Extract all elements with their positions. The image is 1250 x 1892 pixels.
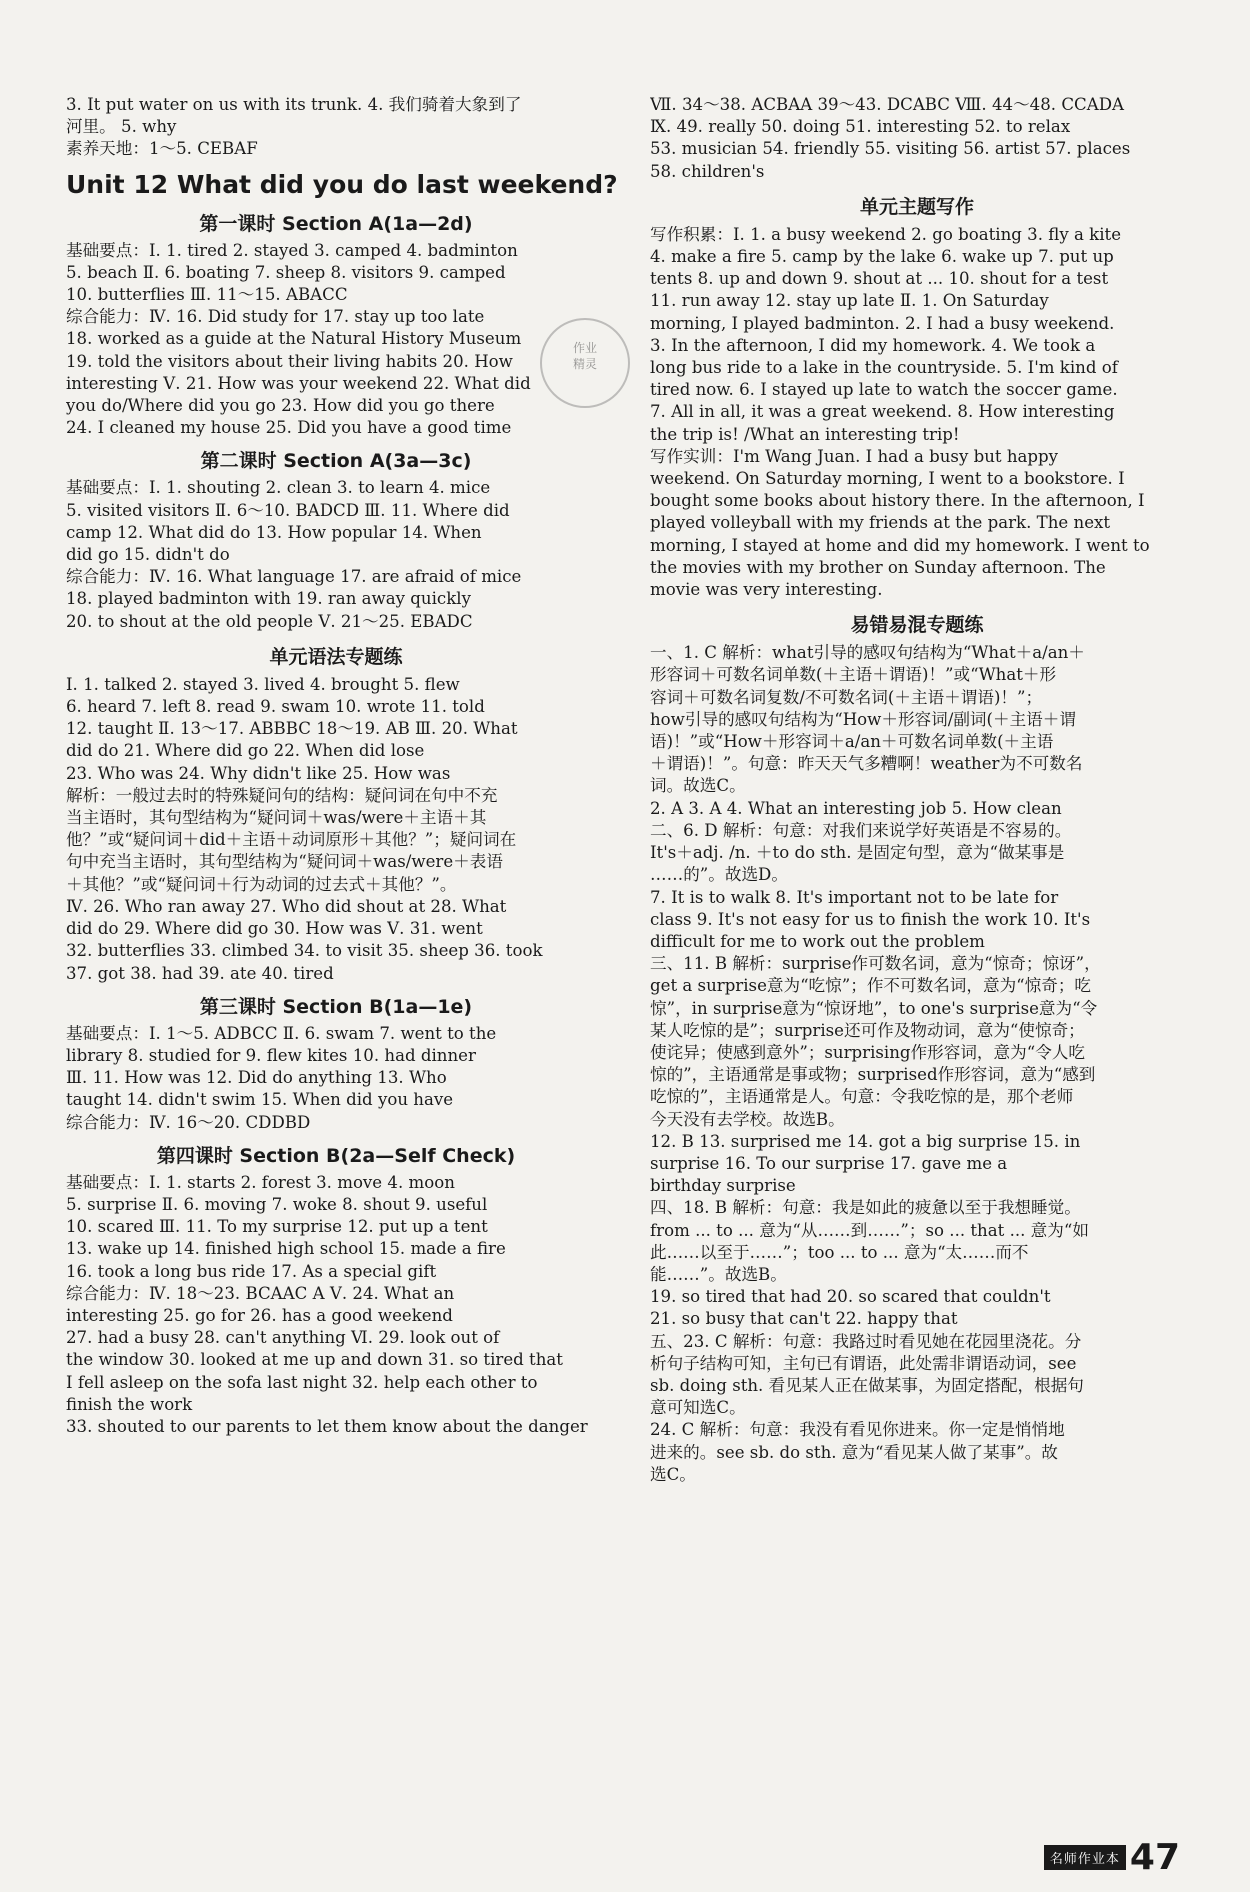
answer-line: 他？”或“疑问词＋did＋主语＋动词原形＋其他？”；疑问词在 [66, 830, 517, 850]
answer-line: 33. shouted to our parents to let them know about the danger [66, 1416, 588, 1436]
unit-title: Unit 12 What did you do last weekend? [66, 169, 618, 199]
answer-line: movie was very interesting. [650, 580, 883, 600]
answer-line: 基础要点：Ⅰ. 1. starts 2. forest 3. move 4. moon [66, 1172, 455, 1192]
answer-line: did go 15. didn't do [66, 545, 230, 565]
answer-line: 进来的。see sb. do sth. 意为“看见某人做了某事”。故 [650, 1442, 1058, 1462]
answer-line: Ⅲ. 11. How was 12. Did do anything 13. Who [66, 1068, 447, 1088]
left-column [66, 94, 618, 1438]
answer-line: 语)！”或“How＋形容词＋a/an＋可数名词单数(＋主语 [650, 732, 1054, 752]
answer-line: 写作实训：I'm Wang Juan. I had a busy but happy [650, 446, 1059, 466]
answer-line: class 9. It's not easy for us to finish the work 10. It's [650, 909, 1091, 929]
answer-line: I fell asleep on the sofa last night 32. help each other to [66, 1372, 538, 1392]
answer-line: finish the work [66, 1394, 193, 1414]
answer-line: 18. worked as a guide at the Natural History Museum [66, 329, 522, 349]
brand-label: 名师作业本 [1044, 1845, 1126, 1870]
answer-line: 5. visited visitors Ⅱ. 6～10. BADCD Ⅲ. 11. Where did [66, 500, 510, 520]
lesson3-heading: 第三课时 Section B(1a—1e) [199, 995, 473, 1018]
answer-line: 形容词＋可数名词单数(＋主语＋谓语)！”或“What＋形 [650, 665, 1057, 685]
answer-line: 18. played badminton with 19. ran away quickly [66, 589, 471, 609]
answer-line: 10. butterflies Ⅲ. 11～15. ABACC [66, 285, 348, 305]
answer-line: 河里。 5. why [66, 117, 177, 137]
answer-line: 基础要点：Ⅰ. 1～5. ADBCC Ⅱ. 6. swam 7. went to the [66, 1023, 497, 1043]
answer-line: 五、23. C 解析：句意：我路过时看见她在花园里浇花。分 [650, 1331, 1082, 1351]
answer-line: It's＋adj. /n. ＋to do sth. 是固定句型，意为“做某事是 [650, 843, 1065, 863]
answer-line: 此……以至于……”；too ... to ... 意为“太……而不 [650, 1242, 1029, 1262]
answer-line: long bus ride to a lake in the countryside. 5. I'm kind of [650, 358, 1118, 378]
answer-line: get a surprise意为“吃惊”；作不可数名词，意为“惊奇；吃 [650, 976, 1092, 996]
answer-line: Ⅰ. 1. talked 2. stayed 3. lived 4. brought 5. flew [66, 674, 460, 694]
answer-line: 5. surprise Ⅱ. 6. moving 7. woke 8. shout 9. useful [66, 1194, 488, 1214]
answer-line: 24. I cleaned my house 25. Did you have a good time [66, 418, 512, 438]
answer-line: 12. taught Ⅱ. 13～17. ABBBC 18～19. AB Ⅲ. 20. What [66, 719, 518, 739]
answer-line: 综合能力：Ⅳ. 16. Did study for 17. stay up too late [66, 307, 485, 327]
answer-line: birthday surprise [650, 1176, 796, 1196]
answer-line: 27. had a busy 28. can't anything Ⅵ. 29. look out of [66, 1328, 500, 1348]
answer-line: 12. B 13. surprised me 14. got a big surprise 15. in [650, 1131, 1081, 1151]
grammar-heading: 单元语法专题练 [269, 645, 403, 668]
answer-line: the trip is! /What an interesting trip! [650, 424, 960, 444]
answer-line: 素养天地：1～5. CEBAF [66, 139, 258, 159]
answer-line: Ⅸ. 49. really 50. doing 51. interesting 52. to relax [650, 117, 1071, 137]
lesson2-heading: 第二课时 Section A(3a—3c) [200, 450, 472, 473]
answer-line: 能……”。故选B。 [650, 1264, 787, 1284]
answer-line: 吃惊的”，主语通常是人。句意：令我吃惊的是，那个老师 [650, 1087, 1074, 1107]
answer-line: from ... to ... 意为“从……到……”；so ... that ... 意为“如 [650, 1220, 1089, 1240]
answer-line: 析句子结构可知，主句已有谓语，此处需非谓语动词，see [650, 1353, 1077, 1373]
answer-line: 16. took a long bus ride 17. As a special gift [66, 1261, 437, 1281]
answer-line: 20. to shout at the old people Ⅴ. 21～25. EBADC [66, 611, 473, 631]
answer-line: ＋谓语)！”。句意：昨天天气多糟啊！weather为不可数名 [650, 754, 1083, 774]
answer-line: interesting Ⅴ. 21. How was your weekend 22. What did [66, 373, 531, 393]
answer-line: 11. run away 12. stay up late Ⅱ. 1. On Saturday [650, 291, 1049, 311]
answer-line: how引导的感叹句结构为“How＋形容词/副词(＋主语＋谓 [650, 709, 1076, 729]
answer-line: 当主语时，其句型结构为“疑问词＋was/were＋主语＋其 [66, 808, 487, 828]
answer-line: 37. got 38. had 39. ate 40. tired [66, 963, 334, 983]
answer-line: tents 8. up and down 9. shout at ... 10. shout for a test [650, 269, 1109, 289]
answer-line: 6. heard 7. left 8. read 9. swam 10. wrote 11. told [66, 697, 485, 717]
right-column [650, 94, 1184, 1486]
answer-line: surprise 16. To our surprise 17. gave me a [650, 1153, 1008, 1173]
answer-line: sb. doing sth. 看见某人正在做某事，为固定搭配，根据句 [650, 1375, 1084, 1395]
answer-line: 使诧异；使感到意外”；surprising作形容词，意为“令人吃 [650, 1042, 1085, 1062]
answer-line: 四、18. B 解析：句意：我是如此的疲惫以至于我想睡觉。 [650, 1198, 1081, 1218]
answer-line: 5. beach Ⅱ. 6. boating 7. sheep 8. visitors 9. camped [66, 262, 506, 282]
answer-line: 4. make a fire 5. camp by the lake 6. wake up 7. put up [650, 247, 1114, 267]
answer-line: the window 30. looked at me up and down 31. so tired that [66, 1350, 563, 1370]
answer-line: did do 29. Where did go 30. How was Ⅴ. 31. went [66, 919, 483, 939]
answer-line: 7. It is to walk 8. It's important not to be late for [650, 887, 1059, 907]
answer-line: weekend. On Saturday morning, I went to a bookstore. I [650, 469, 1125, 489]
answer-line: the movies with my brother on Sunday afternoon. The [650, 557, 1106, 577]
answer-line: 一、1. C 解析：what引导的感叹句结构为“What＋a/an＋ [650, 643, 1085, 663]
page-footer [1044, 1837, 1180, 1878]
answer-line: 句中充当主语时，其句型结构为“疑问词＋was/were＋表语 [66, 852, 503, 872]
answer-line: 二、6. D 解析：句意：对我们来说学好英语是不容易的。 [650, 820, 1072, 840]
answer-line: 基础要点：Ⅰ. 1. shouting 2. clean 3. to learn 4. mice [66, 478, 491, 498]
answer-line: 写作积累：Ⅰ. 1. a busy weekend 2. go boating 3. fly a kite [650, 224, 1122, 244]
answer-line: 解析：一般过去时的特殊疑问句的结构：疑问词在句中不充 [66, 785, 498, 805]
answer-line: 10. scared Ⅲ. 11. To my surprise 12. put up a tent [66, 1217, 488, 1237]
answer-line: played volleyball with my friends at the park. The next [650, 513, 1111, 533]
answer-line: 24. C 解析：句意：我没有看见你进来。你一定是悄悄地 [650, 1420, 1065, 1440]
answer-line: 32. butterflies 33. climbed 34. to visit 35. sheep 36. took [66, 941, 543, 961]
answer-line: 今天没有去学校。故选B。 [650, 1109, 845, 1129]
answer-line: did do 21. Where did go 22. When did lose [66, 741, 425, 761]
answer-line: 3. It put water on us with its trunk. 4. 我们骑着大象到了 [66, 95, 522, 114]
answer-line: taught 14. didn't swim 15. When did you have [66, 1090, 454, 1110]
answer-line: 某人吃惊的是”；surprise还可作及物动词，意为“使惊奇； [650, 1020, 1085, 1040]
answer-line: morning, I played badminton. 2. I had a busy weekend. [650, 313, 1115, 333]
answer-line: tired now. 6. I stayed up late to watch the soccer game. [650, 380, 1118, 400]
answer-line: 综合能力：Ⅳ. 16. What language 17. are afraid of mice [66, 567, 522, 587]
answer-line: 三、11. B 解析：surprise作可数名词，意为“惊奇；惊讶”， [650, 954, 1101, 974]
answer-line: 53. musician 54. friendly 55. visiting 56. artist 57. places [650, 139, 1131, 159]
lesson4-heading: 第四课时 Section B(2a—Self Check) [156, 1144, 516, 1167]
lesson1-heading: 第一课时 Section A(1a—2d) [199, 212, 473, 235]
answer-line: 23. Who was 24. Why didn't like 25. How was [66, 763, 451, 783]
homework-watermark-stamp: 作业 精灵 [540, 318, 630, 408]
answer-line: 意可知选C。 [650, 1398, 746, 1418]
answer-line: 7. All in all, it was a great weekend. 8. How interesting [650, 402, 1115, 422]
answer-line: 13. wake up 14. finished high school 15. made a fire [66, 1239, 506, 1259]
answer-line: 19. told the visitors about their living habits 20. How [66, 351, 513, 371]
answer-line: 容词＋可数名词复数/不可数名词(＋主语＋谓语)！”； [650, 687, 1043, 707]
page-number: 47 [1129, 1837, 1180, 1878]
answer-line: 综合能力：Ⅳ. 18～23. BCAAC A Ⅴ. 24. What an [66, 1283, 455, 1303]
answer-line: 21. so busy that can't 22. happy that [650, 1309, 958, 1329]
answer-line: 综合能力：Ⅳ. 16～20. CDDBD [66, 1112, 311, 1132]
writing-heading: 单元主题写作 [859, 195, 974, 218]
answer-line: 选C。 [650, 1464, 696, 1484]
answer-line: you do/Where did you go 23. How did you go there [66, 396, 495, 416]
answer-line: difficult for me to work out the problem [650, 931, 985, 951]
answer-line: Ⅳ. 26. Who ran away 27. Who did shout at 28. What [66, 896, 507, 916]
answer-line: 惊”，in surprise意为“惊讶地”，to one's surprise意为“令 [650, 998, 1098, 1018]
answer-line: camp 12. What did do 13. How popular 14. When [66, 522, 482, 542]
answer-line: 19. so tired that had 20. so scared that couldn't [650, 1287, 1051, 1307]
answer-line: 2. A 3. A 4. What an interesting job 5. How clean [650, 798, 1062, 818]
answer-line: 基础要点：Ⅰ. 1. tired 2. stayed 3. camped 4. badminton [66, 240, 518, 260]
answer-line: library 8. studied for 9. flew kites 10. had dinner [66, 1045, 476, 1065]
answer-line: 58. children's [650, 161, 765, 181]
answer-line: 3. In the afternoon, I did my homework. 4. We took a [650, 335, 1096, 355]
answer-line: ＋其他？”或“疑问词＋行为动词的过去式＋其他？”。 [66, 874, 457, 894]
mistakes-heading: 易错易混专题练 [850, 614, 984, 637]
answer-line: bought some books about history there. In the afternoon, I [650, 491, 1145, 511]
answer-line: 惊的”，主语通常是事或物；surprised作形容词，意为“感到 [650, 1065, 1096, 1085]
answer-line: interesting 25. go for 26. has a good weekend [66, 1305, 453, 1325]
answer-line: morning, I stayed at home and did my homework. I went to [650, 535, 1150, 555]
answer-line: ……的”。故选D。 [650, 865, 788, 885]
answer-line: 词。故选C。 [650, 776, 746, 796]
answer-line: Ⅶ. 34～38. ACBAA 39～43. DCABC Ⅷ. 44～48. CCADA [650, 95, 1125, 114]
